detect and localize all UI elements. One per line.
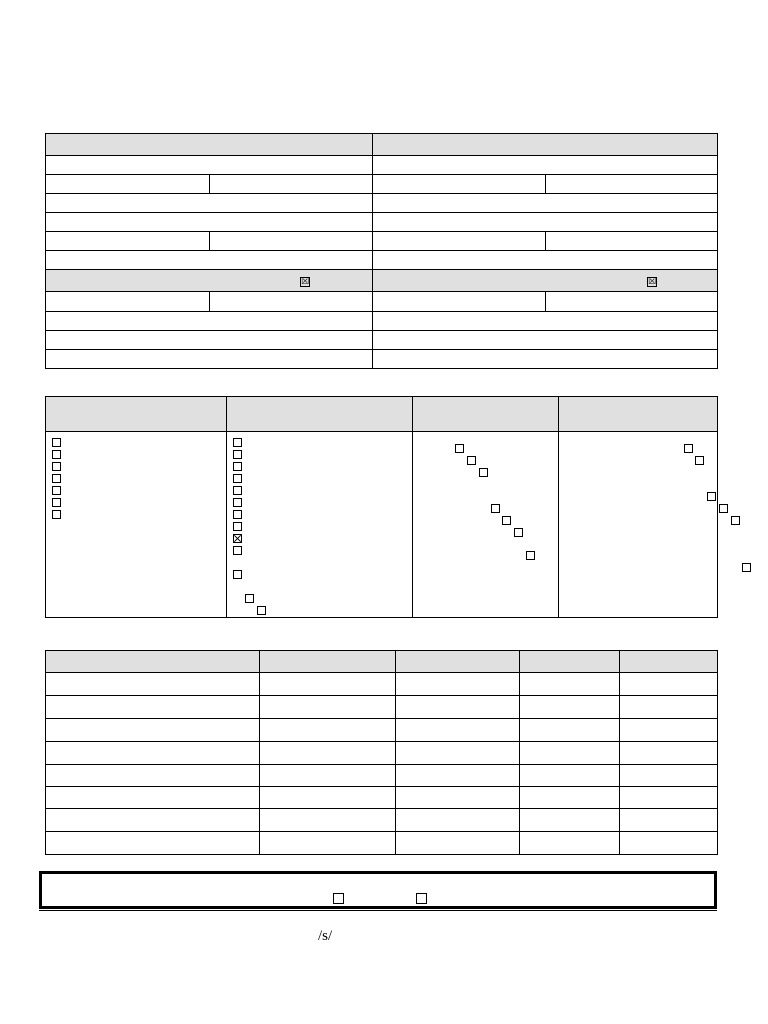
table-cell[interactable] (620, 673, 718, 696)
checkbox-empty-icon[interactable] (52, 450, 61, 459)
info-grid-right (372, 133, 718, 369)
status-table (45, 396, 718, 618)
info-grid (45, 133, 718, 369)
table-cell[interactable] (46, 673, 260, 696)
table-cell[interactable] (260, 765, 396, 787)
data-table (45, 650, 718, 855)
info-right-row[interactable] (373, 331, 718, 350)
table-cell[interactable] (396, 832, 520, 855)
checkbox-empty-icon[interactable] (479, 468, 488, 477)
checkbox-empty-icon[interactable] (526, 551, 535, 560)
table-cell[interactable] (46, 742, 260, 765)
status-col-1-options (52, 438, 61, 522)
info-right-row[interactable] (373, 350, 718, 369)
info-right-row[interactable] (373, 194, 718, 213)
table-header-row (46, 651, 718, 673)
checkbox-empty-icon[interactable] (491, 504, 500, 513)
checkbox-empty-icon[interactable] (719, 504, 728, 513)
checkbox-empty-icon[interactable] (52, 474, 61, 483)
table-cell[interactable] (396, 742, 520, 765)
checkbox-empty-icon[interactable] (52, 510, 61, 519)
info-left-row[interactable] (46, 251, 373, 270)
checkbox-empty-icon[interactable] (245, 594, 254, 603)
table-cell[interactable] (520, 719, 620, 742)
status-col-2 (227, 432, 413, 618)
table-header-cell (620, 651, 718, 673)
table-header-cell (396, 651, 520, 673)
table-row (46, 809, 718, 832)
table-cell[interactable] (260, 696, 396, 719)
signature-mark: /s/ (318, 928, 333, 944)
checkbox-empty-icon[interactable] (233, 462, 242, 471)
data-table-wrap (45, 650, 718, 855)
table-header-cell (46, 651, 260, 673)
info-left-checkbox-row (46, 270, 373, 292)
checkbox-empty-icon[interactable] (233, 522, 242, 531)
table-cell[interactable] (520, 832, 620, 855)
info-left-row[interactable] (46, 350, 373, 369)
table-cell[interactable] (260, 742, 396, 765)
table-cell[interactable] (520, 787, 620, 809)
table-header-cell (520, 651, 620, 673)
info-right-row[interactable] (373, 156, 718, 175)
checkbox-empty-icon[interactable] (233, 474, 242, 483)
checkbox-checked-icon[interactable] (233, 534, 242, 543)
table-cell[interactable] (520, 696, 620, 719)
table-cell[interactable] (620, 765, 718, 787)
status-col-4 (559, 432, 718, 618)
table-row (46, 832, 718, 855)
table-cell[interactable] (620, 696, 718, 719)
checkbox-empty-icon[interactable] (416, 893, 427, 904)
info-right-cell[interactable] (545, 232, 718, 251)
table-cell[interactable] (46, 696, 260, 719)
checkbox-empty-icon[interactable] (52, 498, 61, 507)
status-col-2-options (233, 438, 242, 558)
table-cell[interactable] (620, 787, 718, 809)
checkbox-empty-icon[interactable] (233, 438, 242, 447)
checkbox-empty-icon[interactable] (233, 570, 242, 579)
checkbox-empty-icon[interactable] (684, 444, 693, 453)
info-left-cell[interactable] (46, 232, 210, 251)
info-right-cell[interactable] (373, 175, 546, 194)
checkbox-empty-icon[interactable] (502, 516, 511, 525)
status-col-3 (413, 432, 559, 618)
status-section (45, 396, 718, 617)
checkbox-empty-icon[interactable] (467, 456, 476, 465)
info-grid-left (45, 133, 373, 369)
status-col-1 (46, 432, 227, 618)
info-left-cell[interactable] (209, 292, 373, 312)
info-right-row[interactable] (373, 213, 718, 232)
table-row (46, 673, 718, 696)
checkbox-checked-icon[interactable]: ☒ (301, 276, 310, 287)
checkbox-empty-icon[interactable] (514, 528, 523, 537)
status-col-header (46, 397, 227, 432)
table-row (46, 787, 718, 809)
checkbox-empty-icon[interactable] (695, 456, 704, 465)
info-left-row[interactable] (46, 312, 373, 331)
table-cell[interactable] (396, 719, 520, 742)
checkbox-empty-icon[interactable] (233, 510, 242, 519)
checkbox-empty-icon[interactable] (233, 450, 242, 459)
checkbox-empty-icon[interactable] (233, 498, 242, 507)
table-cell[interactable] (520, 765, 620, 787)
info-left-row[interactable] (46, 156, 373, 175)
info-right-checkbox-row (373, 270, 718, 292)
checkbox-empty-icon[interactable] (52, 486, 61, 495)
info-right-cell[interactable] (373, 292, 546, 312)
checkbox-empty-icon[interactable] (233, 486, 242, 495)
checkbox-checked-icon[interactable]: ☒ (648, 276, 657, 287)
checkbox-empty-icon[interactable] (731, 516, 740, 525)
table-cell[interactable] (46, 719, 260, 742)
summary-box (39, 871, 717, 909)
table-cell[interactable] (520, 742, 620, 765)
table-cell[interactable] (396, 673, 520, 696)
info-left-row[interactable] (46, 213, 373, 232)
info-right-cell[interactable] (545, 175, 718, 194)
checkbox-empty-icon[interactable] (707, 492, 716, 501)
table-cell[interactable] (46, 765, 260, 787)
table-cell[interactable] (620, 809, 718, 832)
table-cell[interactable] (260, 787, 396, 809)
info-right-row[interactable] (373, 312, 718, 331)
table-header-cell (260, 651, 396, 673)
table-cell[interactable] (260, 719, 396, 742)
info-right-row[interactable] (373, 251, 718, 270)
table-row (46, 696, 718, 719)
table-cell[interactable] (396, 787, 520, 809)
info-left-header (46, 134, 373, 156)
table-row (46, 765, 718, 787)
checkbox-empty-icon[interactable] (333, 893, 344, 904)
table-cell[interactable] (46, 832, 260, 855)
info-left-cell[interactable] (46, 175, 210, 194)
info-right-cell[interactable] (373, 232, 546, 251)
table-cell[interactable] (260, 673, 396, 696)
table-cell[interactable] (520, 673, 620, 696)
table-cell[interactable] (620, 719, 718, 742)
table-cell[interactable] (260, 809, 396, 832)
info-right-header (373, 134, 718, 156)
info-left-cell[interactable] (46, 292, 210, 312)
info-left-row[interactable] (46, 331, 373, 350)
table-cell[interactable] (260, 832, 396, 855)
checkbox-empty-icon[interactable] (52, 462, 61, 471)
table-cell[interactable] (46, 787, 260, 809)
info-left-row[interactable] (46, 194, 373, 213)
checkbox-empty-icon[interactable] (455, 444, 464, 453)
status-col-header (227, 397, 413, 432)
table-row (46, 742, 718, 765)
checkbox-empty-icon[interactable] (257, 606, 266, 615)
table-cell[interactable] (396, 696, 520, 719)
info-left-cell[interactable] (209, 232, 373, 251)
info-right-cell[interactable] (545, 292, 718, 312)
table-cell[interactable] (396, 809, 520, 832)
checkbox-empty-icon[interactable] (742, 563, 751, 572)
table-cell[interactable] (620, 832, 718, 855)
checkbox-empty-icon[interactable] (52, 438, 61, 447)
info-left-cell[interactable] (209, 175, 373, 194)
table-cell[interactable] (46, 809, 260, 832)
summary-underline (39, 910, 717, 911)
status-col-header (559, 397, 718, 432)
table-row (46, 719, 718, 742)
checkbox-empty-icon[interactable] (233, 546, 242, 555)
status-col-header (413, 397, 559, 432)
table-cell[interactable] (520, 809, 620, 832)
table-cell[interactable] (396, 765, 520, 787)
table-cell[interactable] (620, 742, 718, 765)
